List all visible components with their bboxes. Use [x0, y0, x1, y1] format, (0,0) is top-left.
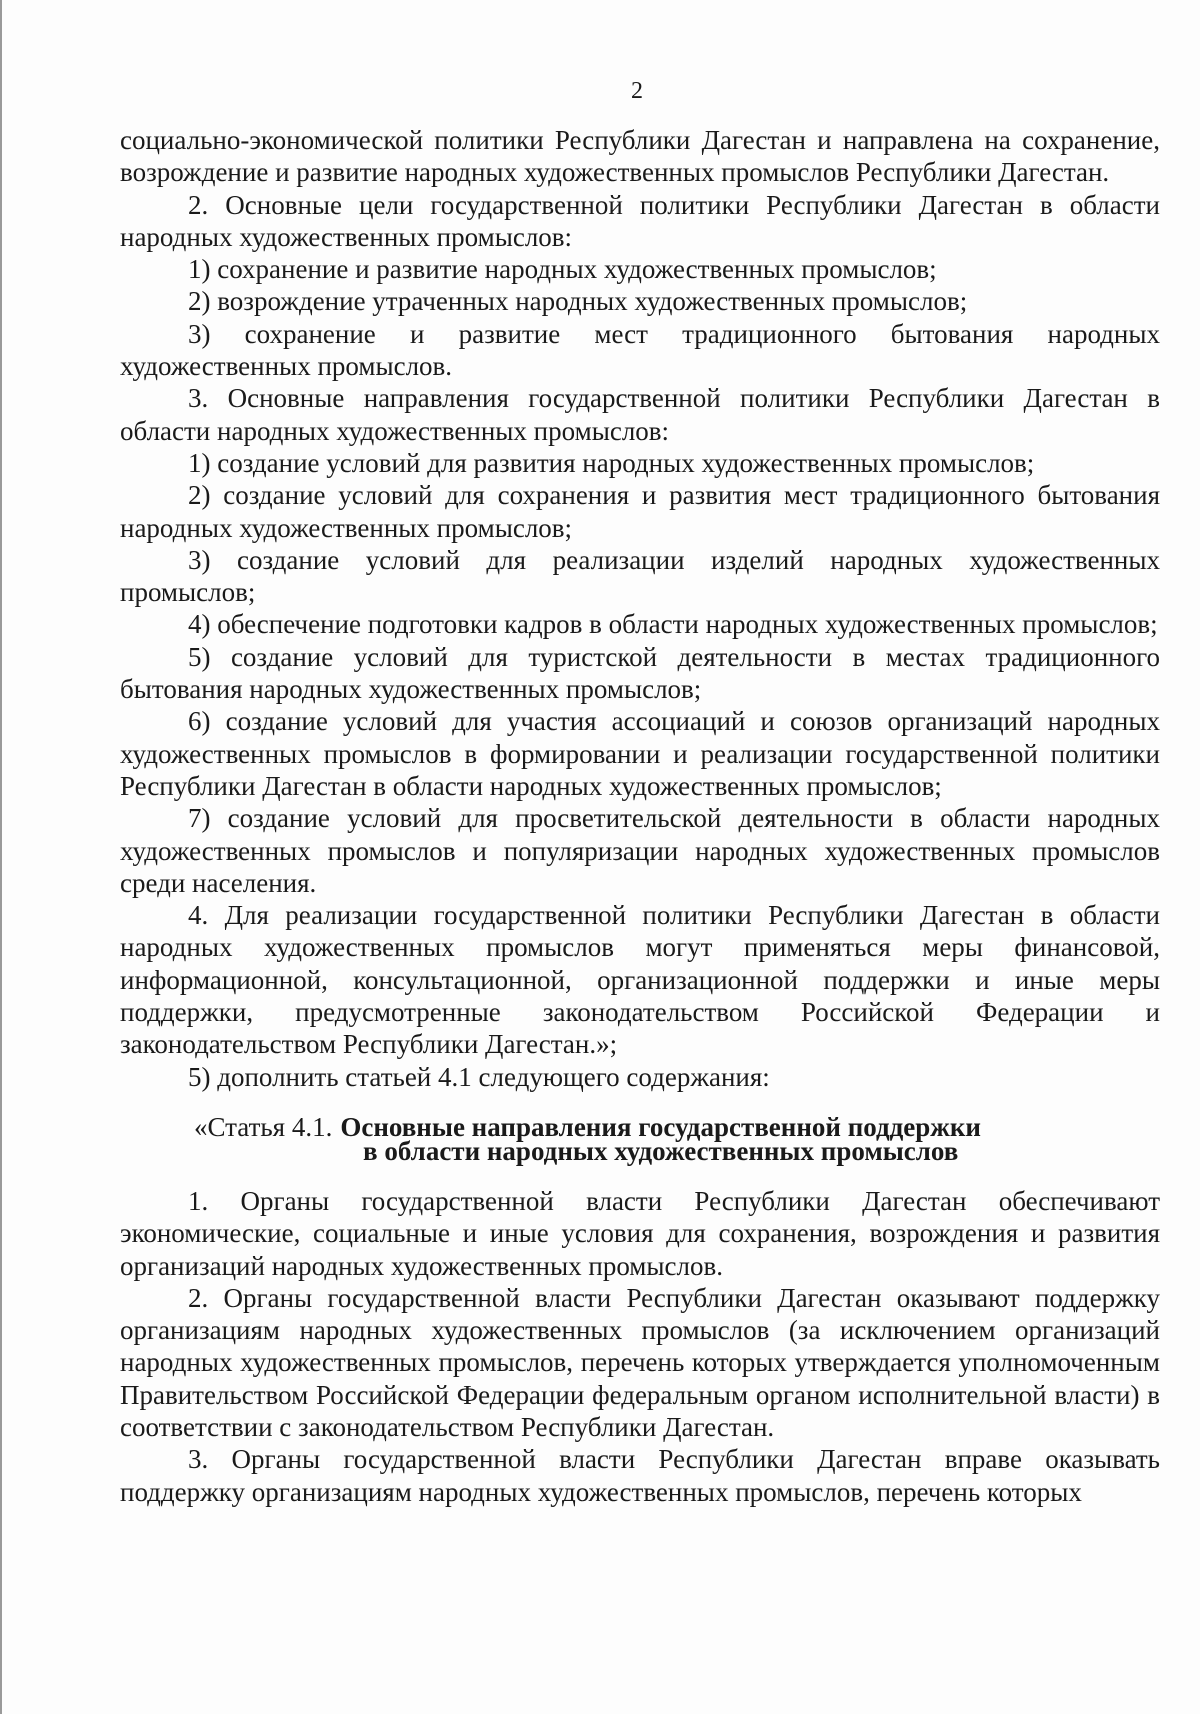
article-paragraph: 3. Органы государственной власти Республики Дагестан вправе оказывать поддержку организациям народных художественных промыслов, перечень которых [120, 1444, 1160, 1507]
document-body [120, 124, 1160, 1508]
amendment-instruction: 5) дополнить статьей 4.1 следующего содержания: [188, 1061, 770, 1092]
list-item: 3) сохранение и развитие мест традиционного бытования народных художественных промыслов. [120, 318, 1160, 382]
list-item: 2) возрождение утраченных народных художественных промыслов; [188, 286, 968, 317]
list-item: 4) обеспечение подготовки кадров в области народных художественных промыслов; [188, 609, 1158, 640]
article-title-line: в области народных художественных промыслов [363, 1135, 959, 1166]
list-item: 2) создание условий для сохранения и развития мест традиционного бытования народных художественных промыслов; [120, 480, 1160, 543]
list-item: 3) создание условий для реализации изделий народных художественных промыслов; [120, 544, 1160, 608]
article-heading [120, 1111, 1160, 1166]
paragraph-continuation: социально-экономической политики Республики Дагестан и направлена на сохранение, возрождение и развитие народных художественных промыслов Республики Дагестан. [120, 125, 1160, 188]
list-item: 1) сохранение и развитие народных художественных промыслов; [188, 254, 937, 285]
page-number: 2 [631, 78, 643, 104]
list-item: 7) создание условий для просветительской деятельности в области народных художественных промыслов и популяризации народных художественных промыслов среди населения. [120, 803, 1160, 898]
paragraph-goals: 2. Основные цели государственной политики Республики Дагестан в области народных художественных промыслов: [120, 189, 1160, 252]
article-title [340, 1111, 981, 1166]
article-paragraph: 2. Органы государственной власти Республики Дагестан оказывают поддержку организациям народных художественных промыслов (за исключением организаций народных художественных промыслов, перечень которых утверждается уполномоченным Правительством Российской Федерации федеральным органом исполнительной власти) в соответствии с законодательством Республики Дагестан. [120, 1282, 1160, 1442]
list-item: 6) создание условий для участия ассоциаций и союзов организаций народных художественных промыслов в формировании и реализации государственной политики Республики Дагестан в области народных художественных промыслов; [120, 706, 1160, 801]
article-paragraph: 1. Органы государственной власти Республики Дагестан обеспечивают экономические, социальные и иные условия для сохранения, возрождения и развития организаций народных художественных промыслов. [120, 1185, 1160, 1281]
paragraph-directions: 3. Основные направления государственной политики Республики Дагестан в области народных художественных промыслов: [120, 383, 1160, 446]
list-item: 1) создание условий для развития народных художественных промыслов; [188, 447, 1035, 478]
paragraph-measures: 4. Для реализации государственной политики Республики Дагестан в области народных художественных промыслов могут применяться меры финансовой, информационной, консультационной, организационной поддержки и иные меры поддержки, предусмотренные законодательством Российской Федерации и законодательством Республики Дагестан.»; [120, 900, 1160, 1060]
article-title-line: Основные направления государственной поддержки [340, 1111, 981, 1142]
list-item: 5) создание условий для туристской деятельности в местах традиционного бытования народных художественных промыслов; [120, 641, 1160, 705]
article-label: «Статья 4.1. [194, 1111, 333, 1142]
